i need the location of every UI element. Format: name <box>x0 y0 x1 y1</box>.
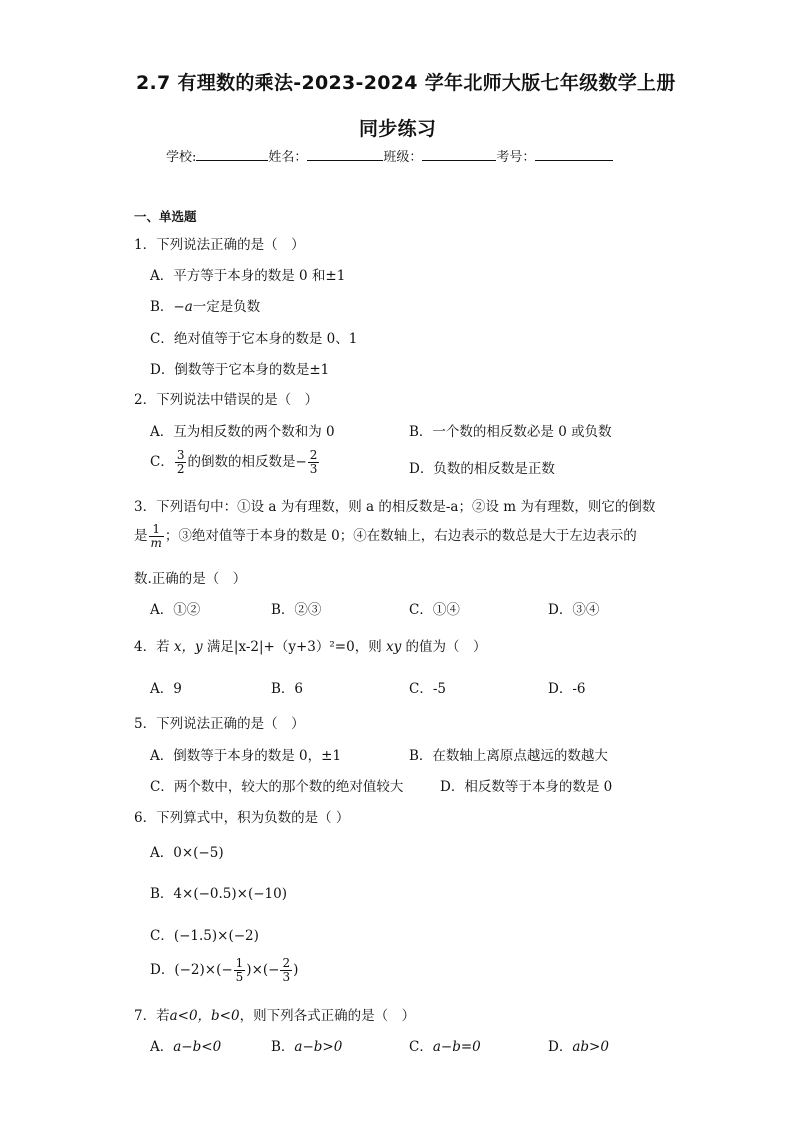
q6-frac2-num: 2 <box>282 956 291 970</box>
q2-frac1-num: 3 <box>176 448 185 462</box>
q5-option-c[interactable]: C．两个数中，较大的那个数的绝对值较大 <box>150 779 404 795</box>
q1-option-b[interactable] <box>150 295 260 315</box>
q5-option-a[interactable]: A．倒数等于本身的数是 0，±1 <box>150 748 342 764</box>
q4-option-a[interactable]: A．9 <box>150 681 182 697</box>
q7-option-b-label: B． <box>271 1039 295 1055</box>
q6-fraction-1-5 <box>234 957 246 984</box>
student-info-line <box>166 146 613 165</box>
q1-option-c[interactable]: C．绝对值等于它本身的数是 0、1 <box>150 331 358 347</box>
class-blank[interactable] <box>422 148 496 161</box>
q2-fraction-3-2 <box>175 449 187 476</box>
q6-option-c-label: C． <box>150 928 174 944</box>
q7-stem-suffix: ，则下列各式正确的是（ ） <box>239 1008 416 1024</box>
q7-option-c[interactable] <box>409 1035 481 1055</box>
q2-frac2-num: 2 <box>309 448 318 462</box>
q7-option-d[interactable] <box>548 1035 609 1055</box>
q5-stem: 5．下列说法正确的是（ ） <box>134 716 305 732</box>
q3-stem-line1: 3．下列语句中：①设 a 为有理数，则 a 的相反数是-a；②设 m 为有理数，则它的倒数 <box>134 499 656 515</box>
q6-option-c-expr: (−1.5)×(−2) <box>173 928 259 944</box>
q2-option-c[interactable] <box>150 449 320 476</box>
q4-stem-suffix: 的值为（ ） <box>401 639 487 655</box>
q6-option-d-label: D． <box>150 962 175 978</box>
q7-option-a[interactable] <box>150 1035 221 1055</box>
q2-option-c-text: 的倒数的相反数是 <box>187 454 296 470</box>
q1-option-d[interactable]: D．倒数等于它本身的数是±1 <box>150 362 330 378</box>
q7-option-a-label: A． <box>150 1039 174 1055</box>
q5-option-d[interactable]: D．相反数等于本身的数是 0 <box>440 779 613 795</box>
q7-option-d-expr: ab>0 <box>572 1039 609 1055</box>
school-blank[interactable] <box>196 148 268 161</box>
q6-option-c[interactable] <box>150 924 259 944</box>
page-title-line1: 2.7 有理数的乘法-2023-2024 学年北师大版七年级数学上册 <box>136 72 676 94</box>
q3-stem-line2 <box>134 523 637 550</box>
q6-option-a-expr: 0×(−5) <box>173 845 224 861</box>
q2-option-c-label: C． <box>150 454 174 470</box>
q2-stem: 2．下列说法中错误的是（ ） <box>134 392 319 408</box>
q7-option-b[interactable] <box>271 1035 342 1055</box>
q3-fraction-1-m <box>149 523 164 550</box>
q3-frac-den: m <box>150 536 162 550</box>
q4-stem-prefix: 4．若 <box>134 639 174 655</box>
q4-stem-xy: x，y <box>173 639 203 655</box>
id-blank[interactable] <box>535 148 613 161</box>
q6-option-d-expr2: )×(− <box>246 962 280 978</box>
q2-option-a[interactable]: A．互为相反数的两个数和为 0 <box>150 424 335 440</box>
q1-option-b-label: B． <box>150 299 174 315</box>
q6-option-b[interactable] <box>150 882 287 902</box>
q7-option-d-label: D． <box>548 1039 573 1055</box>
q6-frac2-den: 3 <box>282 970 291 984</box>
q4-stem <box>134 635 487 655</box>
q3-option-b[interactable]: B．②③ <box>271 602 322 618</box>
section-title: 一、单选题 <box>134 209 197 224</box>
q6-option-d[interactable] <box>150 957 298 984</box>
q2-frac1-den: 2 <box>176 462 185 476</box>
q6-option-a[interactable] <box>150 841 224 861</box>
q4-stem-var: xy <box>386 639 402 655</box>
q2-option-d[interactable]: D．负数的相反数是正数 <box>409 461 555 477</box>
q1-option-b-math: −a <box>173 299 193 315</box>
q6-option-d-expr1: (−2)×(− <box>174 962 233 978</box>
q2-fraction-2-3 <box>308 449 320 476</box>
q6-stem: 6．下列算式中，积为负数的是（ ） <box>134 810 350 826</box>
q2-frac2-den: 3 <box>309 462 318 476</box>
q3-option-d[interactable]: D．③④ <box>548 602 600 618</box>
q7-stem-prefix: 7．若 <box>134 1008 170 1024</box>
page-title-line2: 同步练习 <box>359 118 437 140</box>
q3-option-c[interactable]: C．①④ <box>409 602 460 618</box>
name-blank[interactable] <box>307 148 383 161</box>
q3-line2-text: ；③绝对值等于本身的数是 0；④在数轴上，右边表示的数总是大于左边表示的 <box>164 528 637 544</box>
q6-option-b-expr: 4×(−0.5)×(−10) <box>173 886 287 902</box>
school-label: 学校: <box>166 150 197 165</box>
q6-fraction-2-3 <box>280 957 292 984</box>
q6-option-d-expr3: ) <box>293 962 299 978</box>
q5-option-b[interactable]: B．在数轴上离原点越远的数越大 <box>409 748 608 764</box>
class-label: 班级： <box>383 150 423 165</box>
q7-stem <box>134 1004 415 1024</box>
q4-stem-mid: 满足|x-2|+（y+3）²=0，则 <box>202 639 386 655</box>
q7-option-c-label: C． <box>409 1039 433 1055</box>
name-label: 姓名： <box>268 150 308 165</box>
q6-frac1-num: 1 <box>235 956 244 970</box>
q4-option-d[interactable]: D．-6 <box>548 681 586 697</box>
q7-option-a-expr: a−b<0 <box>173 1039 222 1055</box>
q4-option-c[interactable]: C．-5 <box>409 681 446 697</box>
id-label: 考号： <box>496 150 536 165</box>
q1-option-a[interactable]: A．平方等于本身的数是 0 和±1 <box>150 268 346 284</box>
q6-frac1-den: 5 <box>235 970 244 984</box>
q2-option-b[interactable]: B．一个数的相反数必是 0 或负数 <box>409 424 612 440</box>
q7-option-c-expr: a−b=0 <box>432 1039 481 1055</box>
q4-option-b[interactable]: B．6 <box>271 681 304 697</box>
q2-option-c-minus: − <box>295 454 307 470</box>
q6-option-a-label: A． <box>150 845 174 861</box>
q7-option-b-expr: a−b>0 <box>294 1039 343 1055</box>
q6-option-b-label: B． <box>150 886 174 902</box>
q3-option-a[interactable]: A．①② <box>150 602 201 618</box>
q3-stem-line3: 数.正确的是（ ） <box>134 571 247 587</box>
q1-stem: 1．下列说法正确的是（ ） <box>134 237 305 253</box>
q3-line2-prefix: 是 <box>134 528 148 544</box>
q3-frac-num: 1 <box>149 523 164 537</box>
q1-option-b-text: 一定是负数 <box>192 299 261 315</box>
q7-stem-cond: a<0，b<0 <box>169 1008 240 1024</box>
